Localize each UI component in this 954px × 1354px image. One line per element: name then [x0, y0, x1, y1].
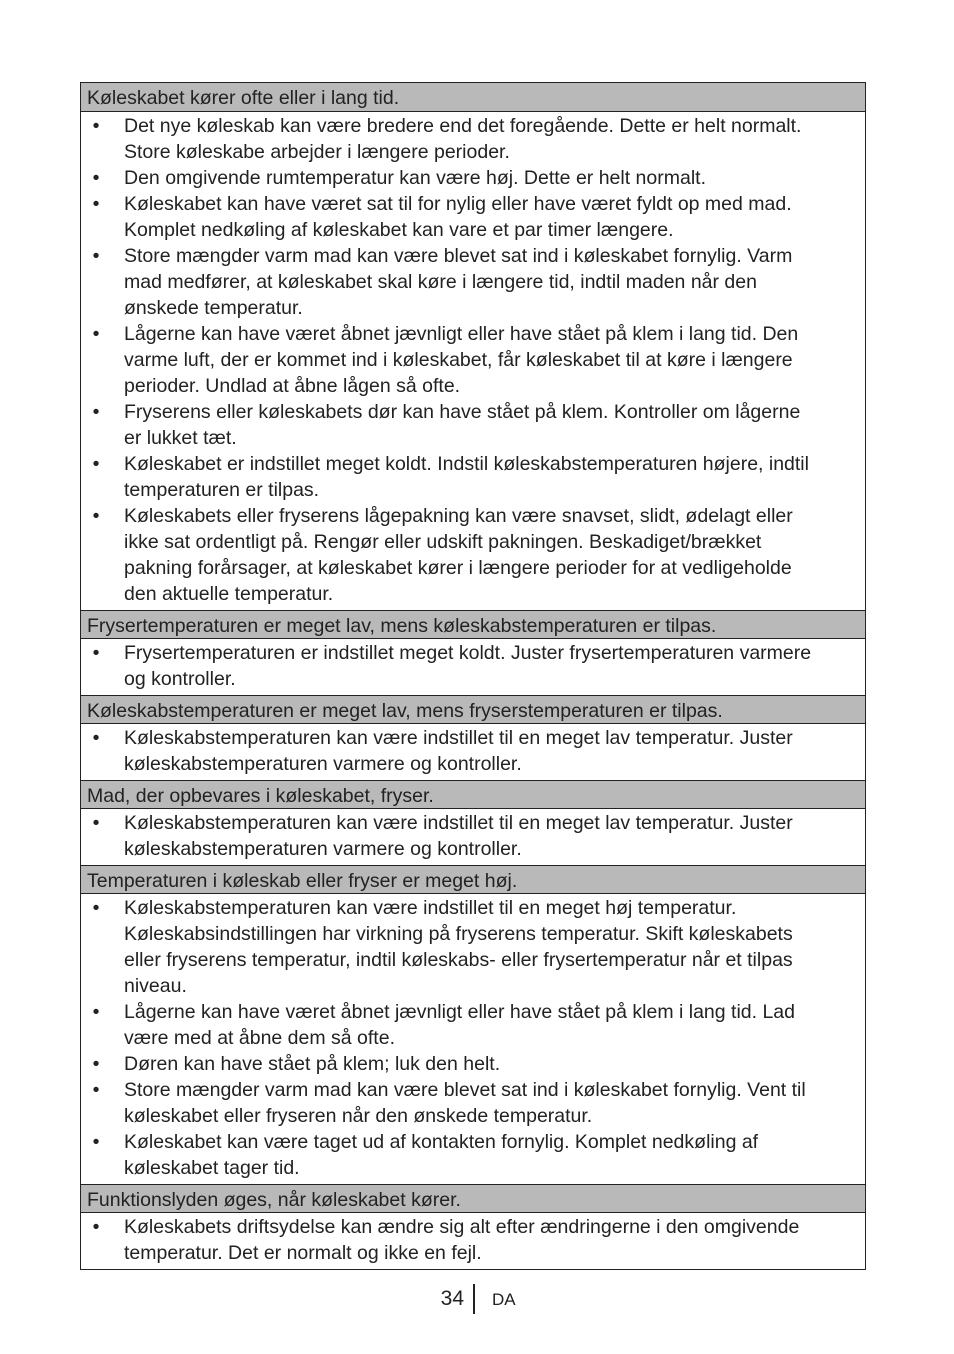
item-text-line: køleskabstemperaturen varmere og kontroller.	[124, 838, 522, 860]
list-item	[81, 1077, 859, 1129]
list-item	[81, 810, 859, 862]
bullet-icon: •	[92, 245, 100, 267]
list-item	[81, 165, 859, 191]
list-item	[81, 1214, 859, 1266]
bullet-icon: •	[92, 505, 100, 527]
item-text-line: Det nye køleskab kan være bredere end det foregående. Dette er helt normalt.	[124, 115, 802, 137]
item-text-line: Store mængder varm mad kan være blevet sat ind i køleskabet fornylig. Vent til	[124, 1079, 806, 1101]
item-text-line: ikke sat ordentligt på. Rengør eller udskift pakningen. Beskadiget/brækket	[124, 531, 762, 553]
bullet-icon: •	[92, 727, 100, 749]
item-text-line: Fryserens eller køleskabets dør kan have stået på klem. Kontroller om lågerne	[124, 401, 801, 423]
bullet-icon: •	[92, 1079, 100, 1101]
troubleshooting-table	[80, 82, 866, 1270]
bullet-icon: •	[92, 1053, 100, 1075]
item-text-line: Lågerne kan have været åbnet jævnligt eller have stået på klem i lang tid. Lad	[124, 1001, 795, 1023]
bullet-icon: •	[92, 812, 100, 834]
bullet-list	[81, 725, 859, 777]
item-text-line: Køleskabet kan have været sat til for nylig eller have været fyldt op med mad.	[124, 193, 792, 215]
bullet-icon: •	[92, 1131, 100, 1153]
item-text-line: perioder. Undlad at åbne lågen så ofte.	[124, 375, 461, 397]
list-item	[81, 725, 859, 777]
bullet-icon: •	[92, 167, 100, 189]
item-text-line: være med at åbne dem så ofte.	[124, 1027, 395, 1049]
bullet-icon: •	[92, 401, 100, 423]
section-header: Mad, der opbevares i køleskabet, fryser.	[81, 780, 865, 808]
section-body	[81, 723, 865, 780]
bullet-list	[81, 1214, 859, 1266]
bullet-list	[81, 895, 859, 1181]
item-text-line: Køleskabet er indstillet meget koldt. Indstil køleskabstemperaturen højere, indtil	[124, 453, 809, 475]
item-text-line: Køleskabets driftsydelse kan ændre sig alt efter ændringerne i den omgivende	[124, 1216, 800, 1238]
footer-divider	[473, 1284, 475, 1314]
list-item	[81, 1051, 859, 1077]
list-item	[81, 243, 859, 321]
item-text-line: Døren kan have stået på klem; luk den helt.	[124, 1053, 501, 1075]
bullet-icon: •	[92, 1001, 100, 1023]
item-text-line: Store mængder varm mad kan være blevet sat ind i køleskabet fornylig. Varm	[124, 245, 793, 267]
item-text-line: Køleskabstemperaturen kan være indstillet til en meget høj temperatur.	[124, 897, 737, 919]
section-body	[81, 808, 865, 865]
item-text-line: Køleskabets eller fryserens lågepakning kan være snavset, slidt, ødelagt eller	[124, 505, 793, 527]
list-item	[81, 503, 859, 607]
item-text-line: Frysertemperaturen er indstillet meget koldt. Juster frysertemperaturen varmere	[124, 642, 812, 664]
bullet-list	[81, 640, 859, 692]
item-text-line: Køleskabsindstillingen har virkning på fryserens temperatur. Skift køleskabets	[124, 923, 793, 945]
section-header: Funktionslyden øges, når køleskabet kører.	[81, 1184, 865, 1212]
bullet-icon: •	[92, 453, 100, 475]
item-text-line: pakning forårsager, at køleskabet kører i længere perioder for at vedligeholde	[124, 557, 792, 579]
item-text-line: eller fryserens temperatur, indtil køleskabs- eller frysertemperatur når et tilpas	[124, 949, 793, 971]
item-text-line: temperatur. Det er normalt og ikke en fejl.	[124, 1242, 482, 1264]
item-text-line: Den omgivende rumtemperatur kan være høj. Dette er helt normalt.	[124, 167, 707, 189]
section-body	[81, 638, 865, 695]
item-text-line: køleskabet tager tid.	[124, 1157, 300, 1179]
section-body	[81, 893, 865, 1184]
list-item	[81, 640, 859, 692]
item-text-line: varme luft, der er kommet ind i køleskabet, får køleskabet til at køre i længere	[124, 349, 793, 371]
bullet-icon: •	[92, 897, 100, 919]
list-item	[81, 451, 859, 503]
item-text-line: og kontroller.	[124, 668, 236, 690]
list-item	[81, 399, 859, 451]
section-body	[81, 1212, 865, 1269]
section-header: Køleskabstemperaturen er meget lav, mens fryserstemperaturen er tilpas.	[81, 695, 865, 723]
bullet-list	[81, 113, 859, 607]
list-item	[81, 191, 859, 243]
language-code: DA	[492, 1290, 516, 1309]
item-text-line: Køleskabet kan være taget ud af kontakten fornylig. Komplet nedkøling af	[124, 1131, 759, 1153]
item-text-line: mad medfører, at køleskabet skal køre i længere tid, indtil maden når den	[124, 271, 757, 293]
page-number: 34	[440, 1287, 464, 1310]
list-item	[81, 895, 859, 999]
item-text-line: temperaturen er tilpas.	[124, 479, 320, 501]
item-text-line: Store køleskabe arbejder i længere perioder.	[124, 141, 510, 163]
bullet-list	[81, 810, 859, 862]
item-text-line: køleskabet eller fryseren når den ønskede temperatur.	[124, 1105, 593, 1127]
item-text-line: køleskabstemperaturen varmere og kontroller.	[124, 753, 522, 775]
item-text-line: den aktuelle temperatur.	[124, 583, 334, 605]
section-header: Frysertemperaturen er meget lav, mens køleskabstemperaturen er tilpas.	[81, 610, 865, 638]
item-text-line: Køleskabstemperaturen kan være indstillet til en meget lav temperatur. Juster	[124, 812, 793, 834]
section-body	[81, 111, 865, 610]
section-header: Køleskabet kører ofte eller i lang tid.	[81, 83, 865, 111]
list-item	[81, 113, 859, 165]
item-text-line: Køleskabstemperaturen kan være indstillet til en meget lav temperatur. Juster	[124, 727, 793, 749]
page-footer	[0, 1282, 954, 1316]
bullet-icon: •	[92, 323, 100, 345]
list-item	[81, 321, 859, 399]
section-header: Temperaturen i køleskab eller fryser er meget høj.	[81, 865, 865, 893]
bullet-icon: •	[92, 642, 100, 664]
item-text-line: niveau.	[124, 975, 187, 997]
item-text-line: er lukket tæt.	[124, 427, 237, 449]
item-text-line: ønskede temperatur.	[124, 297, 303, 319]
bullet-icon: •	[92, 1216, 100, 1238]
bullet-icon: •	[92, 193, 100, 215]
item-text-line: Lågerne kan have været åbnet jævnligt eller have stået på klem i lang tid. Den	[124, 323, 799, 345]
list-item	[81, 1129, 859, 1181]
bullet-icon: •	[92, 115, 100, 137]
list-item	[81, 999, 859, 1051]
item-text-line: Komplet nedkøling af køleskabet kan vare et par timer længere.	[124, 219, 674, 241]
